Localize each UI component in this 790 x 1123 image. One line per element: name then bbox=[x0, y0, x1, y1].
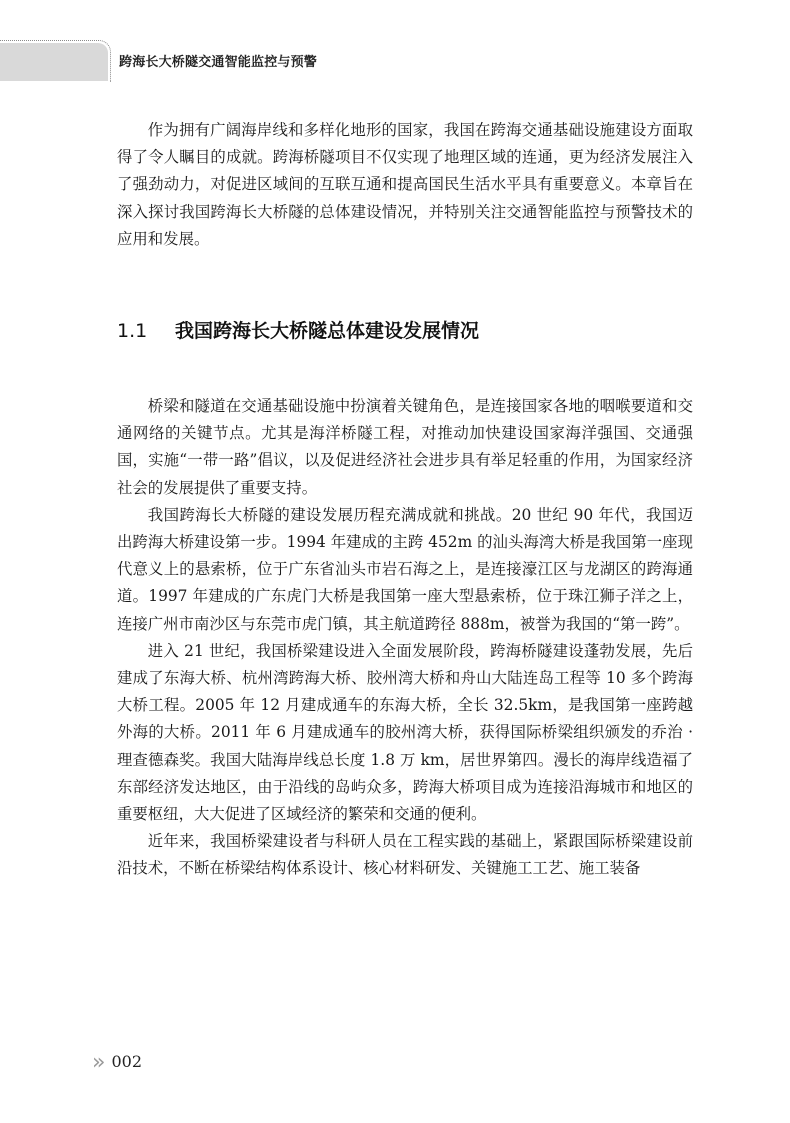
page-footer bbox=[92, 1050, 142, 1075]
section-title: 我国跨海长大桥隧总体建设发展情况 bbox=[175, 320, 480, 342]
section-number: 1.1 bbox=[117, 320, 148, 342]
header-tab-border bbox=[0, 40, 111, 82]
intro-text bbox=[117, 117, 693, 253]
section-heading bbox=[117, 316, 479, 343]
intro-paragraph: 作为拥有广阔海岸线和多样化地形的国家，我国在跨海交通基础设施建设方面取得了令人瞩目的成就。跨海桥隧项目不仅实现了地理区域的连通，更为经济发展注入了强劲动力，对促进区域间的互联互通和提高国民生活水平具有重要意义。本章旨在深入探讨我国跨海长大桥隧的总体建设情况，并特别关注交通智能监控与预警技术的应用和发展。 bbox=[117, 121, 693, 248]
page-number: 002 bbox=[111, 1052, 143, 1071]
body-paragraph: 桥梁和隧道在交通基础设施中扮演着关键角色，是连接国家各地的咽喉要道和交通网络的关键节点。尤其是海洋桥隧工程，对推动加快建设国家海洋强国、交通强国，实施“一带一路”倡议，以及促进经济社会进步具有举足轻重的作用，为国家经济社会的发展提供了重要支持。 bbox=[117, 397, 693, 497]
section-body bbox=[117, 393, 693, 883]
body-paragraph: 我国跨海长大桥隧的建设发展历程充满成就和挑战。20 世纪 90 年代，我国迈出跨海大桥建设第一步。1994 年建成的主跨 452m 的汕头海湾大桥是我国第一座现代意义上的悬索桥，位于广东省汕头市岩石海之上，是连接濠江区与龙湖区的跨海通道。1997 年建成的广东虎门大桥是我国第一座大型悬索桥，位于珠江狮子洋之上，连接广州市南沙区与东莞市虎门镇，其主航道跨径 888m，被誉为我国的“第一跨”。 bbox=[117, 505, 693, 633]
chevron-right-double-icon: » bbox=[92, 1050, 106, 1075]
body-paragraph: 进入 21 世纪，我国桥梁建设进入全面发展阶段，跨海桥隧建设蓬勃发展，先后建成了东海大桥、杭州湾跨海大桥、胶州湾大桥和舟山大陆连岛工程等 10 多个跨海大桥工程。2005 年 12 月建成通车的东海大桥，全长 32.5km，是我国第一座跨越外海的大桥。2011 年 6 月建成通车的胶州湾大桥，获得国际桥梁组织颁发的乔治 · 理查德森奖。我国大陆海岸线总长度 1.8 万 km，居世界第四。漫长的海岸线造福了东部经济发达地区，由于沿线的岛屿众多，跨海大桥项目成为连接沿海城市和地区的重要枢纽，大大促进了区域经济的繁荣和交通的便利。 bbox=[117, 641, 693, 824]
running-title: 跨海长大桥隧交通智能监控与预警 bbox=[119, 55, 318, 70]
body-paragraph: 近年来，我国桥梁建设者与科研人员在工程实践的基础上，紧跟国际桥梁建设前沿技术，不断在桥梁结构体系设计、核心材料研发、关键施工工艺、施工装备 bbox=[117, 832, 693, 878]
